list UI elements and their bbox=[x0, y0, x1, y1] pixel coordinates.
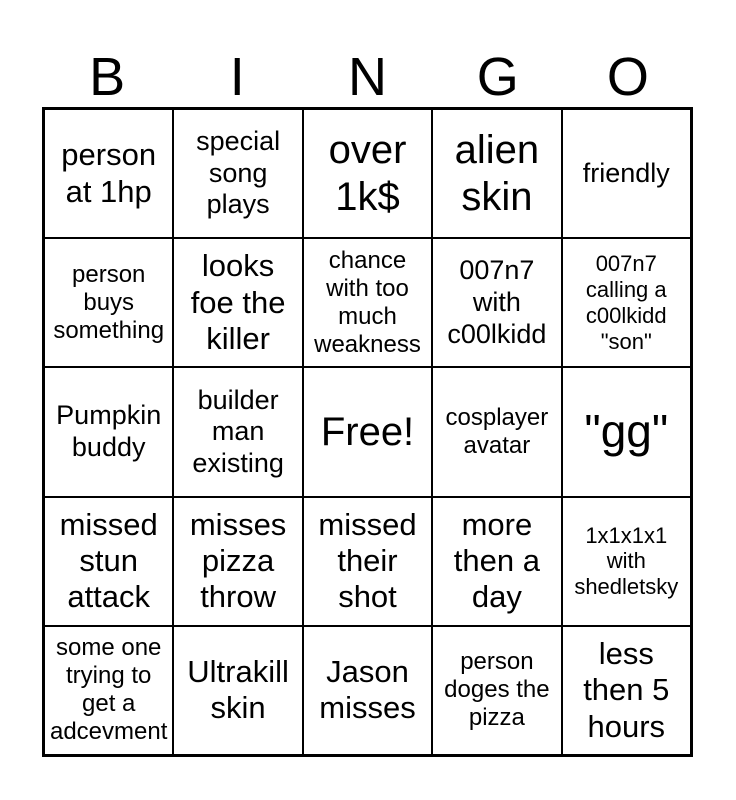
bingo-cell[interactable] bbox=[44, 367, 173, 496]
bingo-title-letter: I bbox=[229, 47, 245, 107]
bingo-cell[interactable] bbox=[173, 238, 302, 367]
bingo-cell-label: 007n7 calling a c00lkidd "son" bbox=[585, 251, 667, 354]
bingo-cell[interactable] bbox=[562, 626, 691, 755]
bingo-cell-label: person at 1hp bbox=[61, 137, 157, 209]
bingo-cell-label: Pumpkin buddy bbox=[56, 400, 162, 462]
bingo-cell[interactable] bbox=[303, 497, 432, 626]
bingo-cell-label: more then a day bbox=[453, 506, 540, 615]
bingo-cell-label: builder man existing bbox=[192, 384, 284, 478]
bingo-cell[interactable] bbox=[44, 626, 173, 755]
bingo-cell-label: alien skin bbox=[454, 127, 540, 219]
bingo-cell-label: missed their shot bbox=[318, 506, 417, 615]
bingo-cell-label: Ultrakill skin bbox=[187, 654, 289, 726]
bingo-cell[interactable] bbox=[44, 109, 173, 238]
bingo-title-letter: N bbox=[348, 47, 387, 107]
bingo-cell-label: person buys something bbox=[53, 260, 165, 344]
bingo-cell-label: 007n7 with c00lkidd bbox=[447, 255, 547, 349]
bingo-cell[interactable] bbox=[562, 367, 691, 496]
bingo-cell[interactable] bbox=[432, 497, 561, 626]
bingo-cell[interactable] bbox=[44, 497, 173, 626]
bingo-cell-label: less then 5 hours bbox=[583, 635, 670, 744]
bingo-cell-label: special song plays bbox=[196, 126, 281, 220]
bingo-cell-label: Jason misses bbox=[319, 654, 416, 726]
bingo-cell-label: chance with too much weakness bbox=[314, 246, 421, 358]
bingo-cell[interactable] bbox=[173, 626, 302, 755]
bingo-cell-label: missed stun attack bbox=[59, 506, 158, 615]
bingo-title bbox=[42, 0, 693, 107]
bingo-cell-label: Free! bbox=[320, 409, 415, 454]
bingo-cell-label: friendly bbox=[582, 157, 670, 188]
bingo-cell-label: 1x1x1x1 with shedletsky bbox=[574, 522, 679, 600]
bingo-cell-label: misses pizza throw bbox=[189, 506, 287, 615]
bingo-cell-label: person doges the pizza bbox=[444, 648, 550, 732]
bingo-cell-label: looks foe the killer bbox=[190, 248, 286, 356]
bingo-cell-label: "gg" bbox=[584, 405, 669, 458]
bingo-cell-label: some one trying to get a adcevment bbox=[49, 634, 168, 746]
bingo-cell[interactable] bbox=[173, 109, 302, 238]
bingo-cell-free[interactable] bbox=[303, 367, 432, 496]
bingo-cell[interactable] bbox=[432, 367, 561, 496]
bingo-cell[interactable] bbox=[562, 238, 691, 367]
bingo-cell[interactable] bbox=[432, 626, 561, 755]
bingo-cell[interactable] bbox=[432, 238, 561, 367]
bingo-cell[interactable] bbox=[173, 497, 302, 626]
bingo-cell[interactable] bbox=[173, 367, 302, 496]
bingo-cell-label: over 1k$ bbox=[328, 127, 407, 219]
bingo-title-letter: O bbox=[606, 47, 649, 107]
bingo-cell[interactable] bbox=[303, 626, 432, 755]
bingo-cell-label: cosplayer avatar bbox=[445, 403, 549, 459]
bingo-cell[interactable] bbox=[562, 497, 691, 626]
bingo-title-letter: G bbox=[476, 47, 519, 107]
bingo-cell[interactable] bbox=[432, 109, 561, 238]
bingo-title-letter: B bbox=[89, 47, 126, 107]
bingo-cell[interactable] bbox=[44, 238, 173, 367]
bingo-cell[interactable] bbox=[562, 109, 691, 238]
bingo-cell[interactable] bbox=[303, 109, 432, 238]
bingo-cell[interactable] bbox=[303, 238, 432, 367]
bingo-grid bbox=[42, 107, 693, 757]
